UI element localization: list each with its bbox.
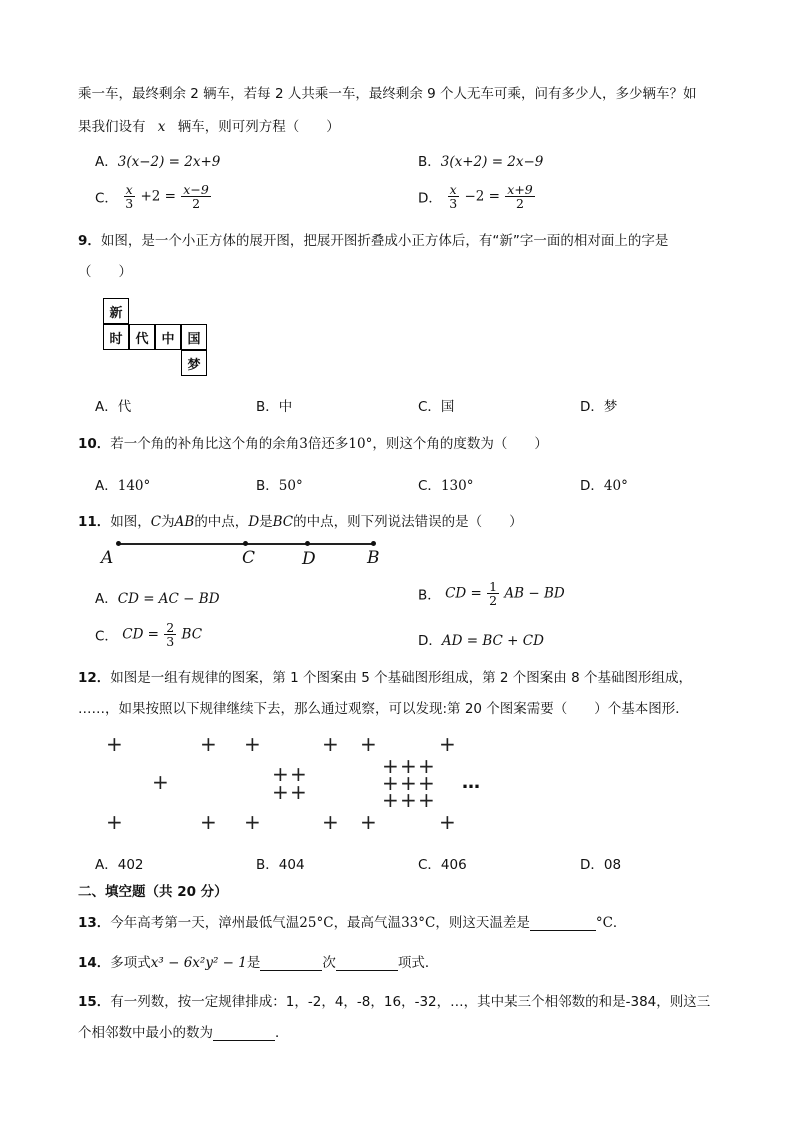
plus-sign: + — [418, 771, 435, 795]
plus-sign: + — [152, 770, 169, 794]
q12-option-a[interactable]: A．402 — [95, 857, 144, 873]
plus-sign: + — [400, 788, 417, 812]
q8-option-d[interactable]: D． $\frac{x}{3}$ −2 = $\frac{x+9}{2}$ — [418, 182, 533, 212]
q11-option-a[interactable]: A．CD = AC − BD — [95, 591, 220, 607]
q10-option-b[interactable]: B．50° — [256, 478, 303, 494]
q9-blank: （ ） — [78, 264, 132, 280]
plus-sign: + — [439, 810, 456, 834]
q8-option-c[interactable]: C． $\frac{x}{3}$ +2 = $\frac{x-9}{2}$ — [95, 182, 209, 212]
q11-stem: 11．如图，C为AB的中点，D是BC的中点，则下列说法错误的是（ ） — [78, 514, 523, 530]
plus-sign: + — [439, 732, 456, 756]
point-b-label: B — [367, 548, 380, 568]
net-cell-3: 中 — [155, 324, 181, 350]
q9-option-d[interactable]: D．梦 — [580, 399, 618, 415]
q12-line1: 12．如图是一组有规律的图案，第 1 个图案由 5 个基础图形组成，第 2 个图案由 8 个基础图形组成， — [78, 670, 692, 686]
q9-option-c[interactable]: C．国 — [418, 399, 455, 415]
q10-option-a[interactable]: A．140° — [95, 478, 151, 494]
point-c-label: C — [242, 548, 256, 568]
plus-sign: + — [272, 762, 289, 786]
plus-sign: + — [272, 780, 289, 804]
q15-line2: 个相邻数中最小的数为 ． — [78, 1025, 289, 1041]
point-d-label: D — [302, 549, 316, 569]
q12-option-b[interactable]: B．404 — [256, 857, 305, 873]
point-c-dot — [243, 541, 248, 546]
q11-option-c[interactable]: C． CD = $\frac{2}{3}$ BC — [95, 620, 203, 650]
net-cell-1: 时 — [103, 324, 129, 350]
plus-sign: + — [244, 732, 261, 756]
section-title: 二、填空题（共 20 分） — [78, 884, 228, 900]
answer-blank[interactable] — [530, 916, 596, 931]
point-b-dot — [371, 541, 376, 546]
plus-sign: + — [418, 754, 435, 778]
q9-option-a[interactable]: A．代 — [95, 399, 132, 415]
answer-blank[interactable] — [336, 956, 398, 971]
q12-option-c[interactable]: C．406 — [418, 857, 467, 873]
plus-sign: + — [382, 771, 399, 795]
plus-sign: + — [400, 771, 417, 795]
plus-sign: + — [200, 732, 217, 756]
q8-text-line1: 乘一车，最终剩余 2 辆车，若每 2 人共乘一车，最终剩余 9 个人无车可乘，问有多少人，多少辆车？如 — [78, 86, 697, 102]
plus-sign: + — [382, 788, 399, 812]
ellipsis: … — [462, 772, 480, 793]
q15-line1: 15．有一列数，按一定规律排成：1，-2，4，-8，16，-32，…，其中某三个相邻数的和是-384，则这三 — [78, 994, 711, 1010]
q9-stem: 9．如图，是一个小正方体的展开图，把展开图折叠成小正方体后，有“新”字一面的相对面上的字是 — [78, 233, 669, 249]
net-cell-bottom: 梦 — [181, 350, 207, 376]
q10-option-c[interactable]: C．130° — [418, 478, 474, 494]
q12-option-d[interactable]: D．08 — [580, 857, 622, 873]
point-a-dot — [116, 541, 121, 546]
point-a-label: A — [101, 548, 114, 568]
point-d-dot — [305, 541, 310, 546]
plus-sign: + — [360, 732, 377, 756]
q12-line2: ……，如果按照以下规律继续下去，那么通过观察，可以发现:第 20 个图案需要（ ）个基本图形． — [78, 701, 689, 717]
q11-option-d[interactable]: D．AD = BC + CD — [418, 633, 544, 649]
answer-blank[interactable] — [260, 956, 322, 971]
plus-sign: + — [360, 810, 377, 834]
plus-sign: + — [290, 762, 307, 786]
answer-blank[interactable] — [213, 1026, 275, 1041]
q8-option-a[interactable]: A．3(x−2) = 2x+9 — [95, 154, 221, 170]
plus-sign: + — [382, 754, 399, 778]
q8-text-line2: 果我们设有 x 辆车，则可列方程（ ） — [78, 119, 340, 135]
q13-stem: 13．今年高考第一天，漳州最低气温25°C，最高气温33°C，则这天温差是 °C． — [78, 915, 627, 931]
q10-stem: 10．若一个角的补角比这个角的余角3倍还多10°，则这个角的度数为（ ） — [78, 436, 548, 452]
plus-sign: + — [290, 780, 307, 804]
net-cell-2: 代 — [129, 324, 155, 350]
q11-option-b[interactable]: B． CD = $\frac{1}{2}$ AB − BD — [418, 579, 565, 609]
q8-option-b[interactable]: B．3(x+2) = 2x−9 — [418, 154, 544, 170]
q10-option-d[interactable]: D．40° — [580, 478, 628, 494]
q9-option-b[interactable]: B．中 — [256, 399, 293, 415]
plus-sign: + — [106, 810, 123, 834]
net-cell-top: 新 — [103, 298, 129, 324]
net-cell-4: 国 — [181, 324, 207, 350]
plus-sign: + — [418, 788, 435, 812]
plus-sign: + — [400, 754, 417, 778]
q14-stem: 14．多项式x³ − 6x²y² − 1是 次 项式． — [78, 955, 439, 971]
plus-sign: + — [322, 810, 339, 834]
plus-sign: + — [322, 732, 339, 756]
plus-sign: + — [106, 732, 123, 756]
plus-sign: + — [200, 810, 217, 834]
plus-sign: + — [244, 810, 261, 834]
